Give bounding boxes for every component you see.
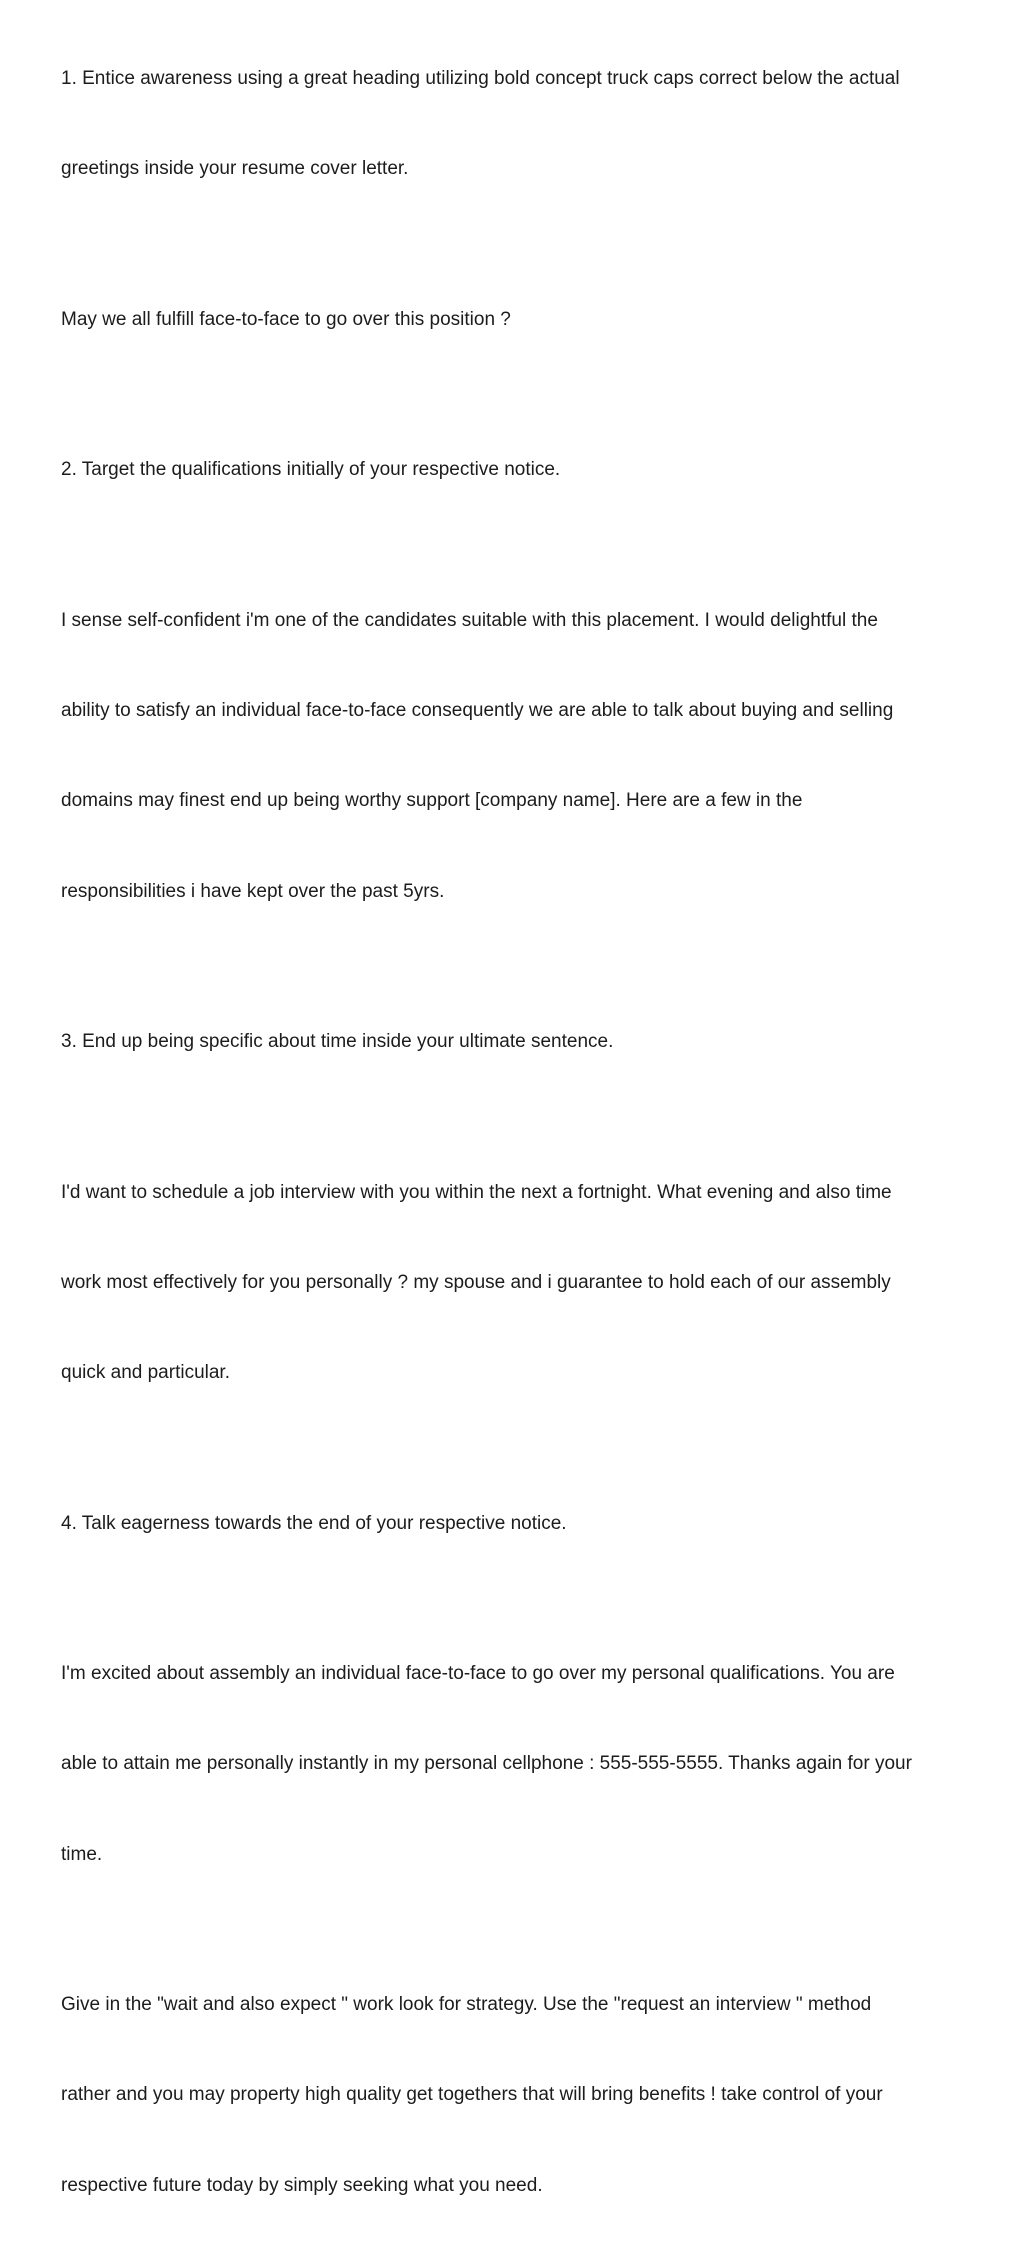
text-line: quick and particular. <box>61 1362 230 1384</box>
text-line: domains may finest end up being worthy support [company name]. Here are a few in the <box>61 790 803 812</box>
text-line: ability to satisfy an individual face-to-face consequently we are able to talk about buying and selling <box>61 700 894 722</box>
tip-1-example <box>61 245 991 395</box>
tip-3-example <box>61 1117 991 1448</box>
text-line: able to attain me personally instantly in my personal cellphone : 555-555-5555. Thanks again for your <box>61 1753 912 1775</box>
text-line: I sense self-confident i'm one of the candidates suitable with this placement. I would delightful the <box>61 609 878 631</box>
text-line: work most effectively for you personally ? my spouse and i guarantee to hold each of our assembly <box>61 1271 891 1293</box>
tip-4-heading <box>61 1449 991 1599</box>
tip-4-example <box>61 1599 991 1930</box>
closing-paragraph <box>61 1930 991 2261</box>
text-line: responsibilities i have kept over the past 5yrs. <box>61 880 445 902</box>
text-line: 4. Talk eagerness towards the end of your respective notice. <box>61 1512 567 1534</box>
text-line: May we all fulfill face-to-face to go over this position ? <box>61 308 511 330</box>
tip-1-heading <box>61 4 991 245</box>
tip-3-heading <box>61 967 991 1117</box>
text-line: I'd want to schedule a job interview with you within the next a fortnight. What evening and also time <box>61 1181 892 1203</box>
text-line: greetings inside your resume cover letter. <box>61 158 409 180</box>
text-line: Give in the "wait and also expect " work look for strategy. Use the "request an interview " method <box>61 1994 872 2016</box>
text-line: 2. Target the qualifications initially of your respective notice. <box>61 459 561 481</box>
text-line: 1. Entice awareness using a great heading utilizing bold concept truck caps correct below the actual <box>61 68 900 90</box>
document-body <box>61 4 991 2261</box>
tip-2-example <box>61 546 991 967</box>
text-line: rather and you may property high quality get togethers that will bring benefits ! take control of your <box>61 2084 883 2106</box>
text-line: I'm excited about assembly an individual face-to-face to go over my personal qualifications. You are <box>61 1663 895 1685</box>
tip-2-heading <box>61 395 991 545</box>
text-line: time. <box>61 1843 103 1865</box>
text-line: respective future today by simply seeking what you need. <box>61 2174 543 2196</box>
text-line: 3. End up being specific about time inside your ultimate sentence. <box>61 1031 614 1053</box>
